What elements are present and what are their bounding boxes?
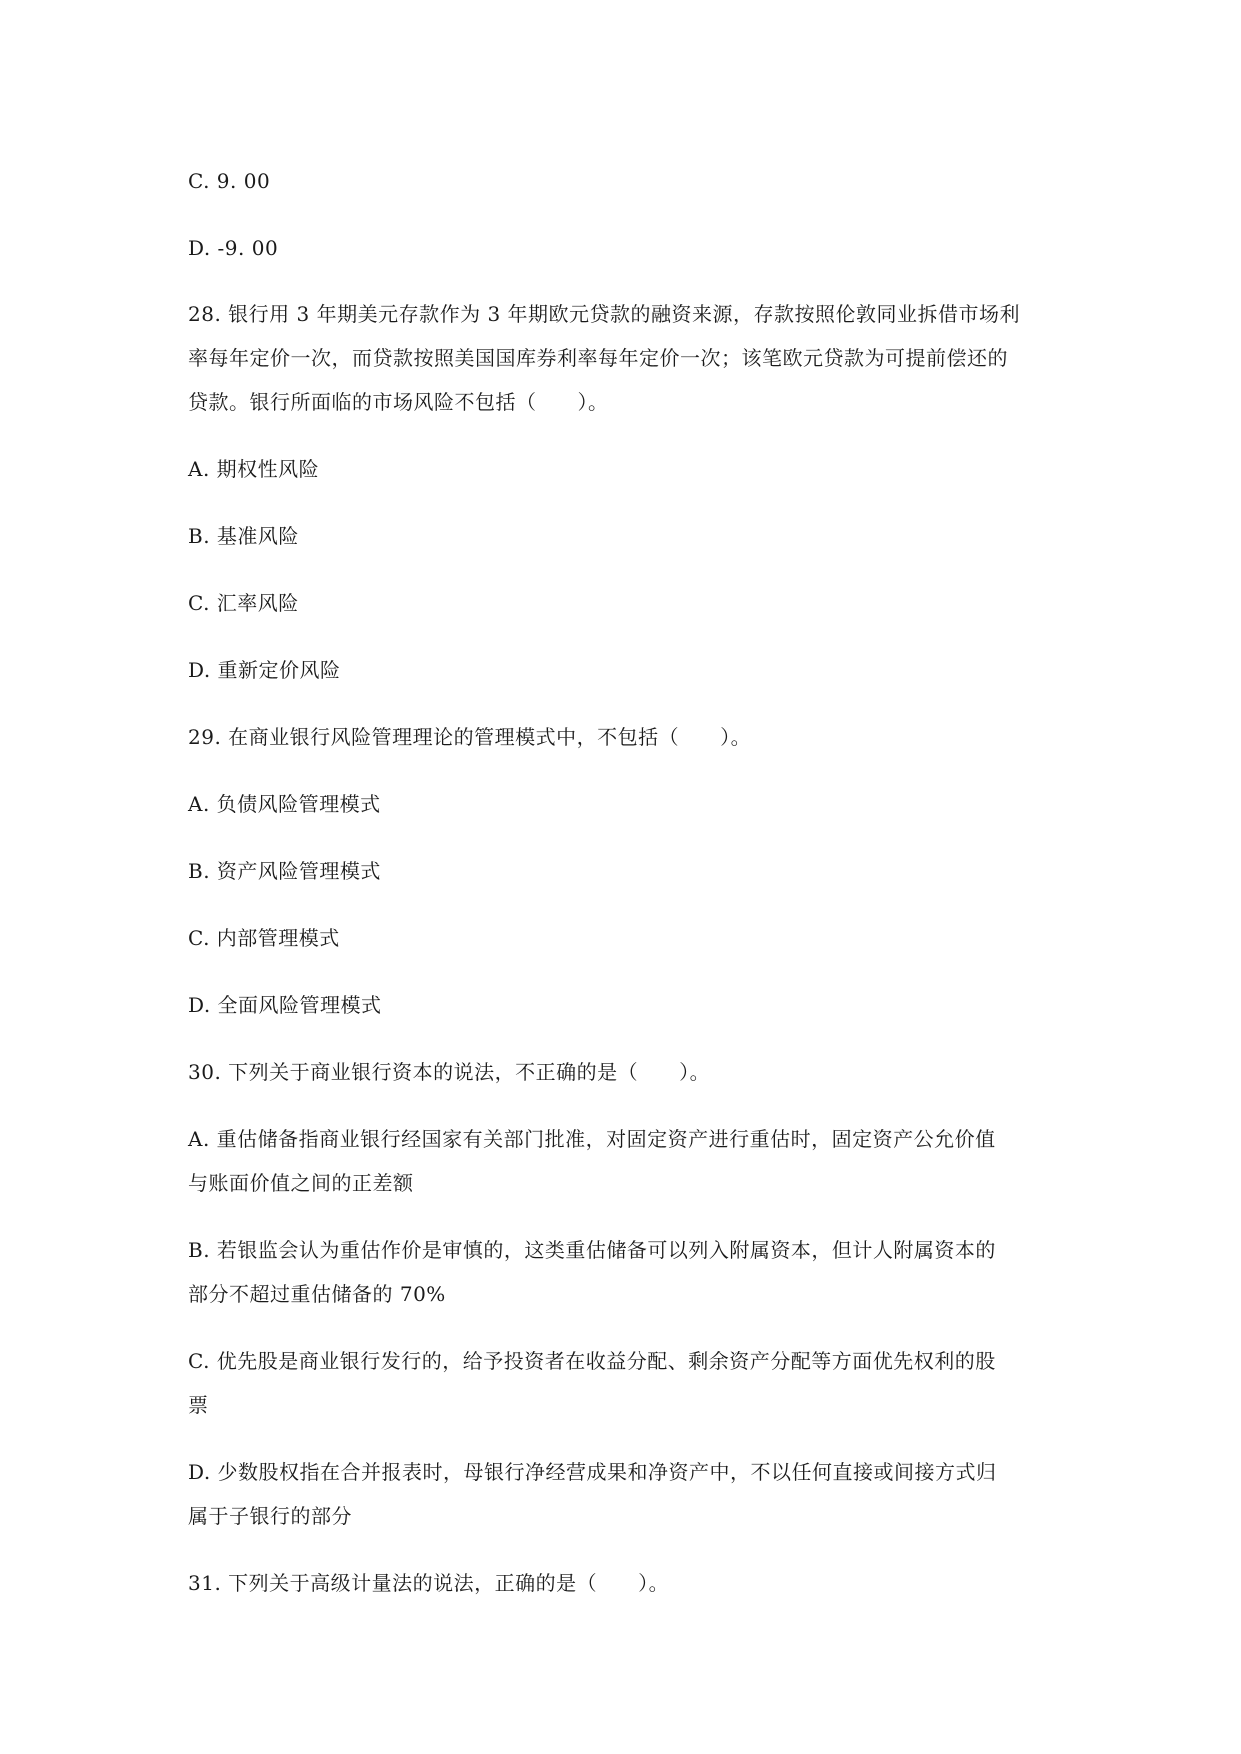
question-31: 31. 下列关于高级计量法的说法，正确的是（ ）。 bbox=[188, 1571, 670, 1595]
question-30: 30. 下列关于商业银行资本的说法，不正确的是（ ）。 bbox=[188, 1060, 711, 1084]
option-b-q30-line-1: B. 若银监会认为重估作价是审慎的，这类重估储备可以列入附属资本，但计人附属资本的 bbox=[188, 1238, 996, 1262]
option-c-q29: C. 内部管理模式 bbox=[188, 926, 340, 950]
option-d-q27: D. -9. 00 bbox=[188, 236, 279, 260]
option-c-q28: C. 汇率风险 bbox=[188, 591, 299, 615]
option-b-q29: B. 资产风险管理模式 bbox=[188, 859, 381, 883]
question-28-line-3: 贷款。银行所面临的市场风险不包括（ ）。 bbox=[188, 390, 609, 414]
option-c-q27: C. 9. 00 bbox=[188, 169, 271, 193]
question-29: 29. 在商业银行风险管理理论的管理模式中，不包括（ ）。 bbox=[188, 725, 752, 749]
question-28-line-1: 28. 银行用 3 年期美元存款作为 3 年期欧元贷款的融资来源，存款按照伦敦同业拆借市场利 bbox=[188, 302, 1021, 326]
option-a-q29: A. 负债风险管理模式 bbox=[188, 792, 381, 816]
option-a-q28: A. 期权性风险 bbox=[188, 457, 320, 481]
option-d-q29: D. 全面风险管理模式 bbox=[188, 993, 382, 1017]
option-b-q28: B. 基准风险 bbox=[188, 524, 299, 548]
option-d-q28: D. 重新定价风险 bbox=[188, 658, 341, 682]
option-c-q30-line-1: C. 优先股是商业银行发行的，给予投资者在收益分配、剩余资产分配等方面优先权利的股 bbox=[188, 1349, 996, 1373]
option-a-q30-line-2: 与账面价值之间的正差额 bbox=[188, 1171, 414, 1195]
option-c-q30-line-2: 票 bbox=[188, 1393, 209, 1417]
option-a-q30-line-1: A. 重估储备指商业银行经国家有关部门批准，对固定资产进行重估时，固定资产公允价值 bbox=[188, 1127, 996, 1151]
option-d-q30-line-1: D. 少数股权指在合并报表时，母银行净经营成果和净资产中，不以任何直接或间接方式归 bbox=[188, 1460, 997, 1484]
option-b-q30-line-2: 部分不超过重估储备的 70% bbox=[188, 1282, 446, 1306]
question-28-line-2: 率每年定价一次，而贷款按照美国国库券利率每年定价一次；该笔欧元贷款为可提前偿还的 bbox=[188, 346, 1008, 370]
option-d-q30-line-2: 属于子银行的部分 bbox=[188, 1504, 352, 1528]
